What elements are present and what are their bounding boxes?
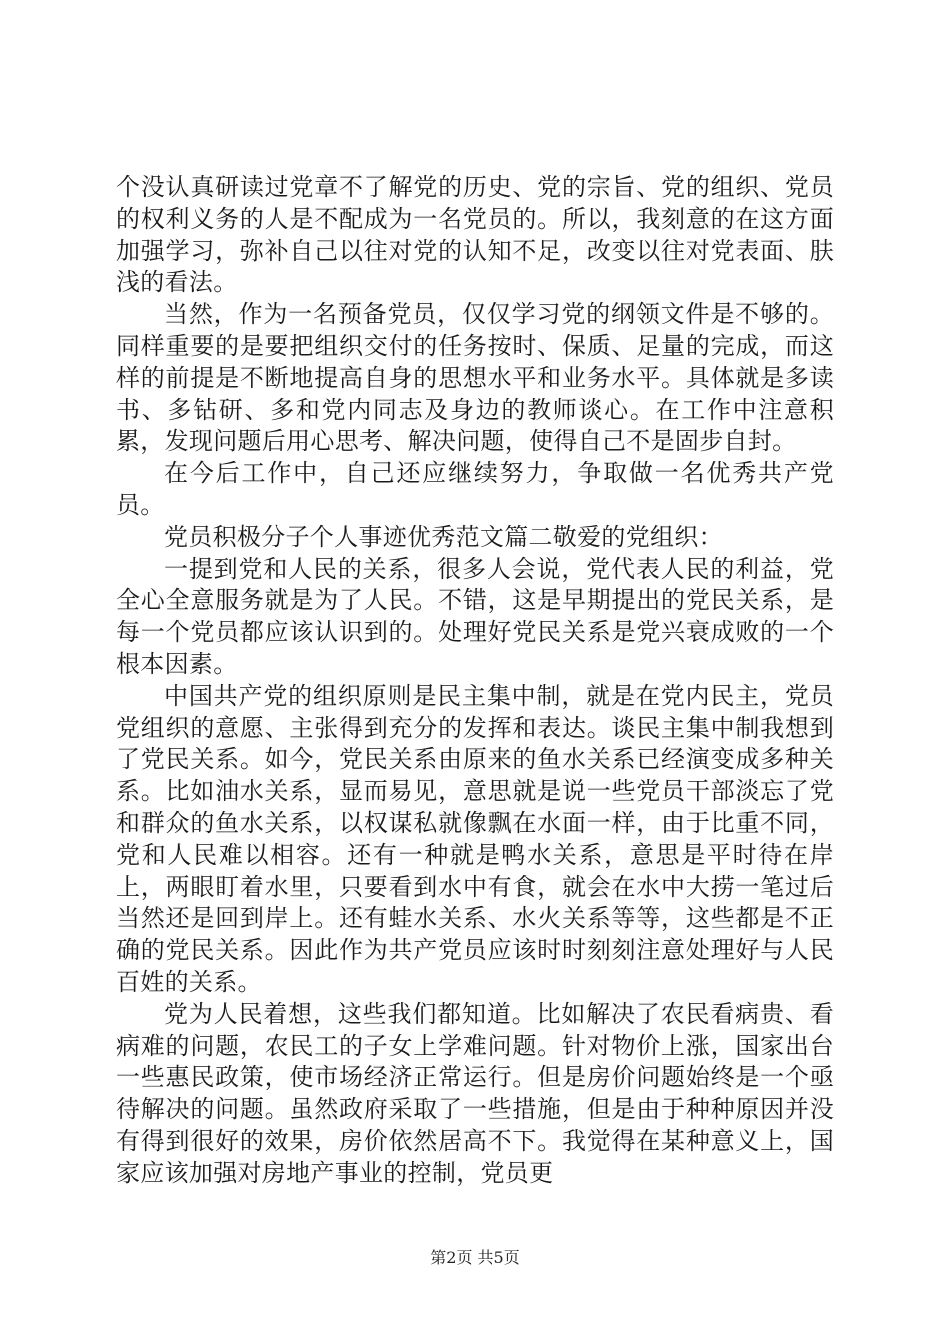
paragraph: 党为人民着想，这些我们都知道。比如解决了农民看病贵、看病难的问题，农民工的子女上学难问题。针对物价上涨，国家出台一些惠民政策，使市场经济正常运行。但是房价问题始终是一个亟待解决的问题。虽然政府采取了一些措施，但是由于种种原因并没有得到很好的效果，房价依然居高不下。我觉得在某种意义上，国家应该加强对房地产事业的控制，党员更 — [116, 999, 834, 1187]
paragraph: 在今后工作中，自己还应继续努力，争取做一名优秀共产党员。 — [116, 459, 834, 519]
paragraph: 一提到党和人民的关系，很多人会说，党代表人民的利益，党全心全意服务就是为了人民。不错，这是早期提出的党民关系，是每一个党员都应该认识到的。处理好党民关系是党兴衰成败的一个根本因素。 — [116, 554, 834, 678]
paragraph: 中国共产党的组织原则是民主集中制，就是在党内民主，党员党组织的意愿、主张得到充分的发挥和表达。谈民主集中制我想到了党民关系。如今，党民关系由原来的鱼水关系已经演变成多种关系。比如油水关系，显而易见，意思就是说一些党员干部淡忘了党和群众的鱼水关系，以权谋私就像飘在水面一样，由于比重不同，党和人民难以相容。还有一种就是鸭水关系，意思是平时待在岸上，两眼盯着水里，只要看到水中有食，就会在水中大捞一笔过后当然还是回到岸上。还有蛙水关系、水火关系等等，这些都是不正确的党民关系。因此作为共产党员应该时时刻刻注意处理好与人民百姓的关系。 — [116, 681, 834, 996]
document-body — [116, 172, 834, 1190]
page-number-footer: 第2页 共5页 — [430, 1248, 520, 1267]
paragraph: 个没认真研读过党章不了解党的历史、党的宗旨、党的组织、党员的权利义务的人是不配成为一名党员的。所以，我刻意的在这方面加强学习，弥补自己以往对党的认知不足，改变以往对党表面、肤浅的看法。 — [116, 173, 834, 297]
section-heading: 党员积极分子个人事迹优秀范文篇二敬爱的党组织： — [164, 522, 723, 551]
paragraph: 当然，作为一名预备党员，仅仅学习党的纲领文件是不够的。同样重要的是要把组织交付的任务按时、保质、足量的完成，而这样的前提是不断地提高自身的思想水平和业务水平。具体就是多读书、多钻研、多和党内同志及身边的教师谈心。在工作中注意积累，发现问题后用心思考、解决问题，使得自己不是固步自封。 — [116, 300, 834, 456]
